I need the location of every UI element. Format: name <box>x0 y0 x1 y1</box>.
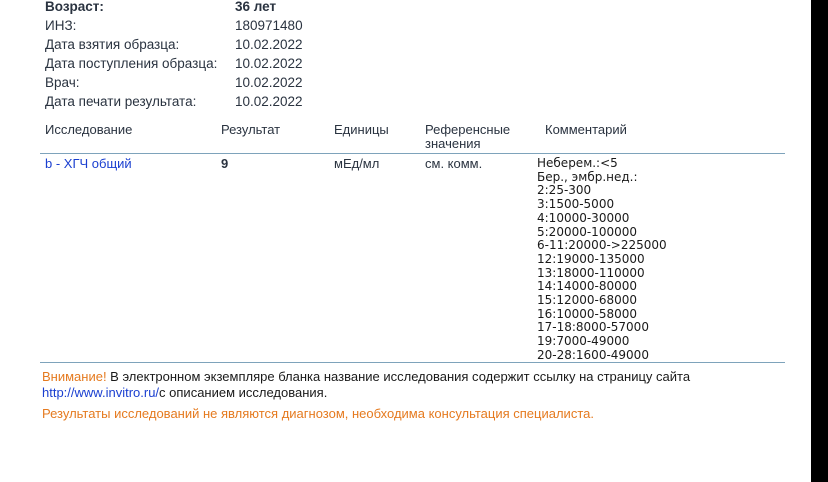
reference-value: см. комм. <box>425 156 483 171</box>
comments-list <box>537 157 667 363</box>
header-units: Единицы <box>334 122 389 137</box>
comment-line: 2:25-300 <box>537 183 592 198</box>
comment-line: 5:20000-100000 <box>537 224 637 239</box>
comment-line: 17-18:8000-57000 <box>537 320 649 335</box>
sample-taken-label: Дата взятия образца: <box>45 37 180 52</box>
header-reference-line1: Референсные <box>425 122 511 137</box>
age-value: 36 лет <box>235 0 277 14</box>
comment-line: Бер., эмбр.нед.: <box>537 169 638 184</box>
attention-note-line2 <box>42 385 327 401</box>
comment-line: 20-28:1600-49000 <box>537 347 649 362</box>
table-top-rule <box>40 153 785 154</box>
comment-line: 3:1500-5000 <box>537 197 615 212</box>
url-suffix: с описанием исследования. <box>159 385 328 400</box>
attention-text: В электронном экземпляре бланка название исследования содержит ссылку на страницу сайта <box>106 369 691 384</box>
header-reference-line2: значения <box>425 136 481 151</box>
comment-line: 19:7000-49000 <box>537 334 630 349</box>
inz-label: ИНЗ: <box>45 18 77 33</box>
comment-line: 13:18000-110000 <box>537 265 645 280</box>
attention-note <box>42 369 690 385</box>
header-comments: Комментарий <box>545 122 627 137</box>
print-date-label: Дата печати результата: <box>45 94 197 109</box>
test-name-link[interactable]: b - ХГЧ общий <box>45 156 132 171</box>
comment-line: 12:19000-135000 <box>537 251 645 266</box>
header-test: Исследование <box>45 122 133 137</box>
comment-line: 6-11:20000->225000 <box>537 238 667 253</box>
comment-line: 4:10000-30000 <box>537 210 630 225</box>
print-date-value: 10.02.2022 <box>235 94 303 109</box>
inz-value: 180971480 <box>235 18 303 33</box>
result-value: 9 <box>221 156 229 171</box>
disclaimer-text: Результаты исследований не являются диагнозом, необходима консультация специалиста. <box>42 406 594 421</box>
header-reference <box>425 123 510 151</box>
table-bottom-rule <box>40 362 785 363</box>
units-value: мЕд/мл <box>334 156 380 171</box>
invitro-link[interactable]: http://www.invitro.ru/ <box>42 385 160 400</box>
sample-received-label: Дата поступления образца: <box>45 56 218 71</box>
doctor-label: Врач: <box>45 75 80 90</box>
comment-line: 14:14000-80000 <box>537 279 637 294</box>
doctor-value: 10.02.2022 <box>235 75 303 90</box>
comment-line: Неберем.:<5 <box>537 156 618 170</box>
header-result: Результат <box>221 122 281 137</box>
attention-label: Внимание! <box>42 369 107 384</box>
sample-received-value: 10.02.2022 <box>235 56 303 71</box>
comment-line: 15:12000-68000 <box>537 293 637 308</box>
age-label: Возраст: <box>45 0 104 14</box>
sample-taken-value: 10.02.2022 <box>235 37 303 52</box>
comment-line: 16:10000-58000 <box>537 306 637 321</box>
